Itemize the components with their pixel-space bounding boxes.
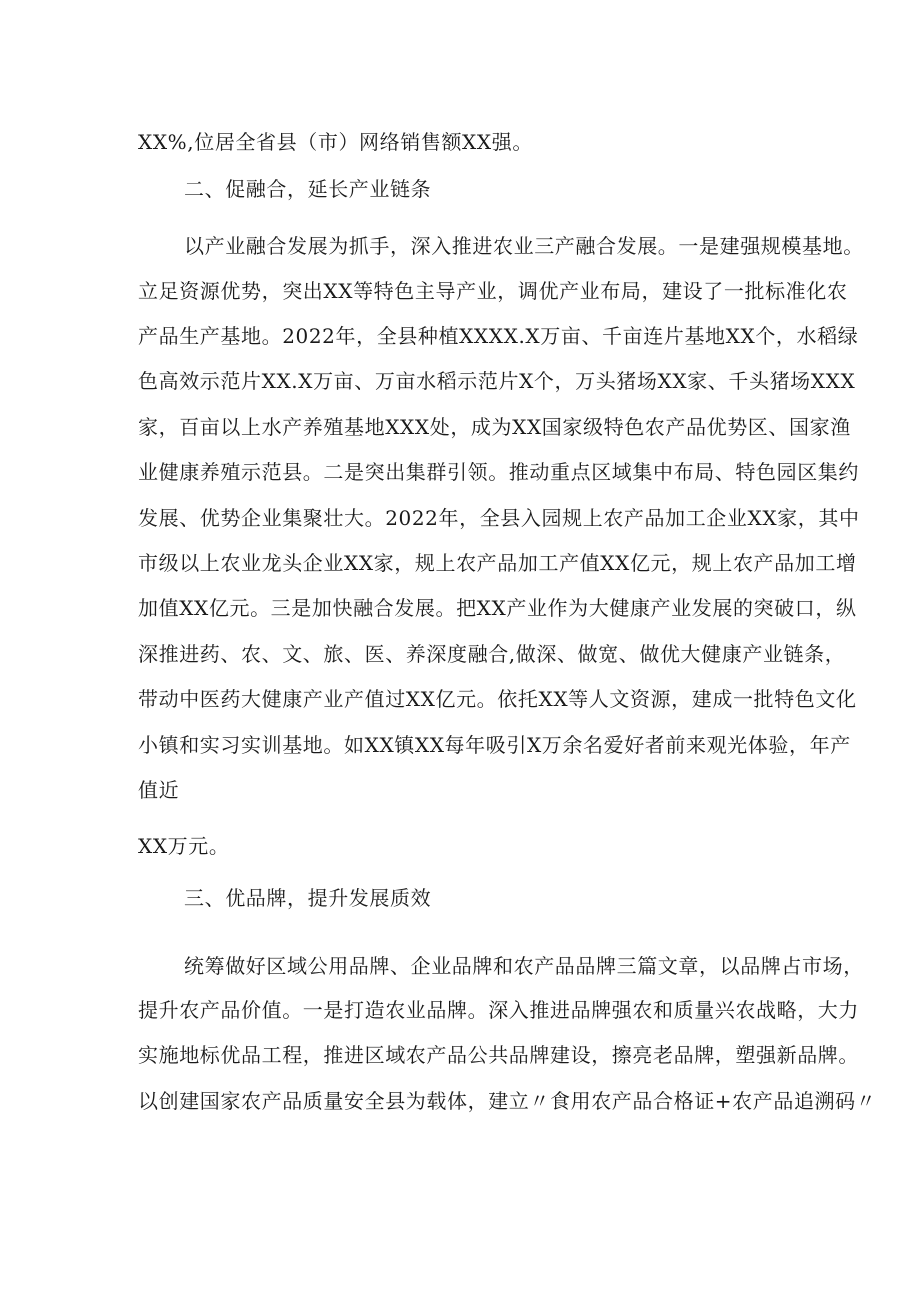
section-heading: 二、促融合，延长产业链条 <box>184 177 432 201</box>
text-line: 业健康养殖示范县。二是突出集群引领。推动重点区域集中布局、特色园区集约 <box>138 460 859 484</box>
section-heading: 三、优品牌，提升发展质效 <box>184 886 432 910</box>
text-line: 加值XX亿元。三是加快融合发展。把XX产业作为大健康产业发展的突破口，纵 <box>138 596 857 620</box>
text-line: 小镇和实习实训基地。如XX镇XX每年吸引X万余名爱好者前来观光体验，年产 <box>138 733 851 757</box>
text-line: 深推进药、农、文、旅、医、养深度融合,做深、做宽、做优大健康产业链条， <box>138 642 846 666</box>
text-line: 市级以上农业龙头企业XX家，规上农产品加工产值XX亿元，规上农产品加工增 <box>138 551 857 575</box>
text-line: 值近 <box>138 778 180 802</box>
text-line: 产品生产基地。2022年，全县种植XXXX.X万亩、千亩连片基地XX个，水稻绿 <box>138 324 859 348</box>
text-line: 家，百亩以上水产养殖基地XXX处，成为XX国家级特色农产品优势区、国家渔 <box>138 415 851 439</box>
text-line: 色高效示范片XX.X万亩、万亩水稻示范片X个，万头猪场XX家、千头猪场XXX <box>138 369 856 393</box>
text-line: 提升农产品价值。一是打造农业品牌。深入推进品牌强农和质量兴农战略，大力 <box>138 998 859 1022</box>
text-line: 统筹做好区域公用品牌、企业品牌和农产品品牌三篇文章，以品牌占市场， <box>184 954 864 978</box>
text-line: XX%,位居全省县（市）网络销售额XX强。 <box>138 130 533 154</box>
text-line: 带动中医药大健康产业产值过XX亿元。依托XX等人文资源，建成一批特色文化 <box>138 687 857 711</box>
text-line: XX万元。 <box>138 834 230 858</box>
text-line: 立足资源优势，突出XX等特色主导产业，调优产业布局，建设了一批标准化农 <box>138 279 848 303</box>
text-line: 实施地标优品工程，推进区域农产品公共品牌建设，擦亮老品牌，塑强新品牌。 <box>138 1043 859 1067</box>
text-line: 发展、优势企业集聚壮大。2022年，全县入园规上农产品加工企业XX家，其中 <box>138 506 860 530</box>
text-line: 以创建国家农产品质量安全县为载体，建立〃食用农产品合格证+农产品追溯码〃 <box>138 1089 877 1113</box>
text-line: 以产业融合发展为抓手，深入推进农业三产融合发展。一是建强规模基地。 <box>184 234 864 258</box>
